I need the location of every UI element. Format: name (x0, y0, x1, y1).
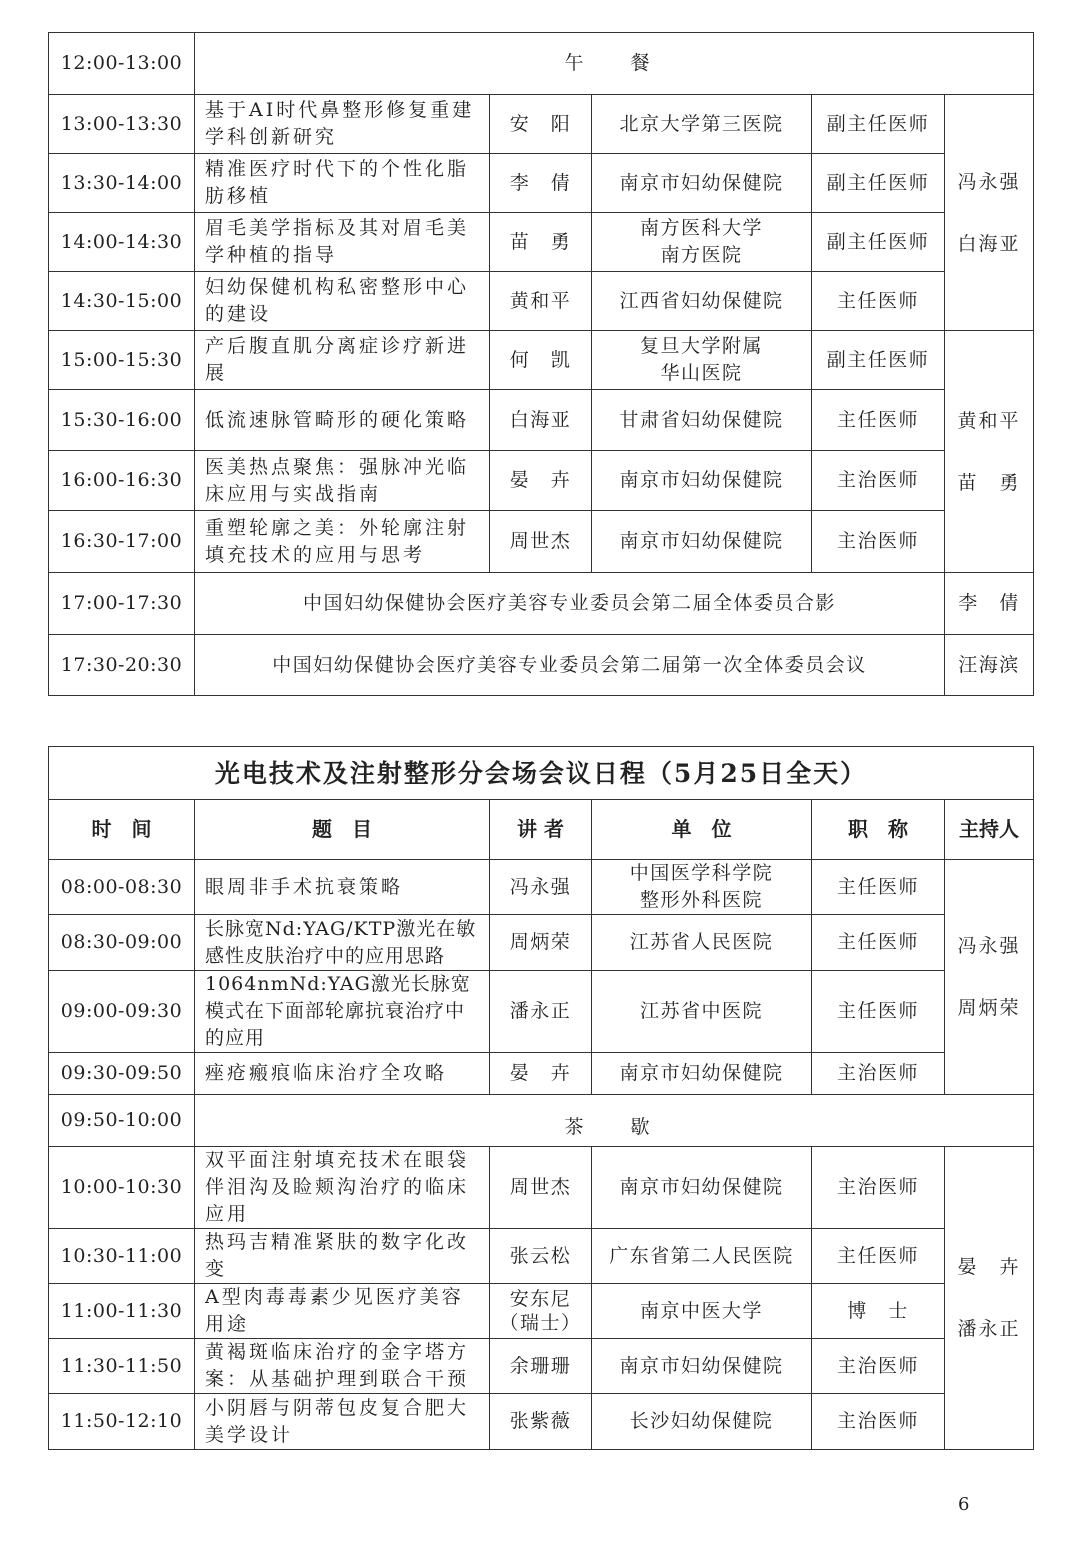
table-row (49, 272, 1034, 331)
unit-cell: 南京中医大学 (592, 1284, 812, 1339)
title-cell: 主治医师 (812, 1147, 945, 1229)
topic-cell: 产后腹直肌分离症诊疗新进展 (195, 331, 490, 390)
header-title: 职 称 (812, 800, 945, 860)
unit-cell: 江苏省中医院 (592, 971, 812, 1053)
title-cell: 主治医师 (812, 511, 945, 573)
page-number: 6 (958, 1494, 970, 1515)
time-cell: 16:00-16:30 (49, 451, 195, 511)
unit-cell: 复旦大学附属 华山医院 (592, 331, 812, 390)
unit-cell: 南京市妇幼保健院 (592, 451, 812, 511)
time-cell: 14:30-15:00 (49, 272, 195, 331)
speaker-cell: 张云松 (490, 1229, 592, 1284)
title-cell: 博 士 (812, 1284, 945, 1339)
title-cell: 主治医师 (812, 451, 945, 511)
title-cell: 副主任医师 (812, 331, 945, 390)
time-cell: 17:30-20:30 (49, 635, 195, 696)
header-time: 时 间 (49, 800, 195, 860)
table-row (49, 331, 1034, 390)
lunch-label: 午 餐 (195, 33, 1034, 95)
time-cell: 08:00-08:30 (49, 860, 195, 915)
host-name: 黄和平 (957, 409, 1021, 432)
time-cell: 16:30-17:00 (49, 511, 195, 573)
unit-cell: 南京市妇幼保健院 (592, 1339, 812, 1394)
topic-cell: 1064nmNd:YAG激光长脉宽模式在下面部轮廓抗衰治疗中的应用 (195, 971, 490, 1053)
topic-cell: 精准医疗时代下的个性化脂肪移植 (195, 154, 490, 213)
event-row (49, 635, 1034, 696)
title-cell: 主任医师 (812, 915, 945, 971)
speaker-cell: 潘永正 (490, 971, 592, 1053)
header-topic: 题 目 (195, 800, 490, 860)
unit-cell: 南京市妇幼保健院 (592, 154, 812, 213)
topic-cell: 重塑轮廓之美：外轮廓注射填充技术的应用与思考 (195, 511, 490, 573)
topic-cell: 眼周非手术抗衰策略 (195, 860, 490, 915)
host-cell: 李 倩 (945, 573, 1034, 635)
header-row (49, 800, 1034, 860)
speaker-cell: 张紫薇 (490, 1394, 592, 1450)
break-row (49, 1095, 1034, 1147)
topic-cell: 黄褐斑临床治疗的金字塔方案：从基础护理到联合干预 (195, 1339, 490, 1394)
title-cell: 副主任医师 (812, 95, 945, 154)
time-cell: 11:50-12:10 (49, 1394, 195, 1450)
table-row (49, 1053, 1034, 1095)
time-cell: 09:00-09:30 (49, 971, 195, 1053)
host-name: 冯永强 (957, 170, 1021, 193)
host-cell (945, 860, 1034, 1095)
schedule-table-afternoon (48, 32, 1034, 696)
title-cell: 主任医师 (812, 1229, 945, 1284)
title-cell: 主任医师 (812, 390, 945, 451)
table-row (49, 971, 1034, 1053)
unit-cell: 江西省妇幼保健院 (592, 272, 812, 331)
speaker-cell: 周世杰 (490, 1147, 592, 1229)
table-row (49, 860, 1034, 915)
time-cell: 09:50-10:00 (49, 1095, 195, 1147)
speaker-cell: 周世杰 (490, 511, 592, 573)
table-row (49, 1339, 1034, 1394)
title-cell: 主任医师 (812, 272, 945, 331)
header-unit: 单 位 (592, 800, 812, 860)
host-cell (945, 1147, 1034, 1450)
table-row (49, 511, 1034, 573)
time-cell: 11:30-11:50 (49, 1339, 195, 1394)
table-row (49, 390, 1034, 451)
title-cell: 主治医师 (812, 1394, 945, 1450)
speaker-cell: 苗 勇 (490, 213, 592, 272)
speaker-cell: 冯永强 (490, 860, 592, 915)
time-cell: 10:00-10:30 (49, 1147, 195, 1229)
title-cell: 主治医师 (812, 1339, 945, 1394)
host-cell (945, 331, 1034, 573)
time-cell: 09:30-09:50 (49, 1053, 195, 1095)
topic-cell: 热玛吉精准紧肤的数字化改变 (195, 1229, 490, 1284)
unit-cell: 甘肃省妇幼保健院 (592, 390, 812, 451)
title-row (49, 747, 1034, 800)
table-row (49, 1229, 1034, 1284)
speaker-cell: 安 阳 (490, 95, 592, 154)
title-cell: 主任医师 (812, 971, 945, 1053)
event-label: 中国妇幼保健协会医疗美容专业委员会第二届全体委员合影 (195, 573, 945, 635)
table-row (49, 451, 1034, 511)
event-row (49, 573, 1034, 635)
topic-cell: 长脉宽Nd:YAG/KTP激光在敏感性皮肤治疗中的应用思路 (195, 915, 490, 971)
schedule-table-photoelectric (48, 746, 1034, 1450)
time-cell: 15:30-16:00 (49, 390, 195, 451)
topic-cell: 双平面注射填充技术在眼袋伴泪沟及睑颊沟治疗的临床应用 (195, 1147, 490, 1229)
time-cell: 12:00-13:00 (49, 33, 195, 95)
lunch-row (49, 33, 1034, 95)
topic-cell: A型肉毒毒素少见医疗美容用途 (195, 1284, 490, 1339)
unit-cell: 南京市妇幼保健院 (592, 1053, 812, 1095)
host-name: 潘永正 (957, 1318, 1021, 1340)
title-cell: 主治医师 (812, 1053, 945, 1095)
table-row (49, 95, 1034, 154)
host-cell (945, 95, 1034, 331)
host-name: 晏 卉 (957, 1256, 1021, 1278)
topic-cell: 小阴唇与阴蒂包皮复合肥大美学设计 (195, 1394, 490, 1450)
schedule-title: 光电技术及注射整形分会场会议日程（5月25日全天） (49, 747, 1034, 800)
unit-cell: 南方医科大学 南方医院 (592, 213, 812, 272)
speaker-cell: 安东尼 （瑞士） (490, 1284, 592, 1339)
host-cell: 汪海滨 (945, 635, 1034, 696)
host-name: 冯永强 (957, 935, 1021, 957)
speaker-cell: 李 倩 (490, 154, 592, 213)
unit-cell: 江苏省人民医院 (592, 915, 812, 971)
table-row (49, 1147, 1034, 1229)
title-cell: 副主任医师 (812, 213, 945, 272)
time-cell: 11:00-11:30 (49, 1284, 195, 1339)
table-row (49, 213, 1034, 272)
topic-cell: 眉毛美学指标及其对眉毛美学种植的指导 (195, 213, 490, 272)
topic-cell: 医美热点聚焦：强脉冲光临床应用与实战指南 (195, 451, 490, 511)
time-cell: 17:00-17:30 (49, 573, 195, 635)
break-label: 茶 歇 (195, 1095, 1034, 1147)
time-cell: 08:30-09:00 (49, 915, 195, 971)
topic-cell: 痤疮瘢痕临床治疗全攻略 (195, 1053, 490, 1095)
title-cell: 副主任医师 (812, 154, 945, 213)
time-cell: 14:00-14:30 (49, 213, 195, 272)
time-cell: 13:00-13:30 (49, 95, 195, 154)
table-row (49, 915, 1034, 971)
host-name: 白海亚 (957, 232, 1021, 255)
unit-cell: 北京大学第三医院 (592, 95, 812, 154)
unit-cell: 南京市妇幼保健院 (592, 1147, 812, 1229)
unit-cell: 中国医学科学院 整形外科医院 (592, 860, 812, 915)
time-cell: 15:00-15:30 (49, 331, 195, 390)
unit-cell: 广东省第二人民医院 (592, 1229, 812, 1284)
speaker-cell: 何 凯 (490, 331, 592, 390)
speaker-cell: 余珊珊 (490, 1339, 592, 1394)
topic-cell: 低流速脉管畸形的硬化策略 (195, 390, 490, 451)
topic-cell: 妇幼保健机构私密整形中心的建设 (195, 272, 490, 331)
topic-cell: 基于AI时代鼻整形修复重建学科创新研究 (195, 95, 490, 154)
unit-cell: 南京市妇幼保健院 (592, 511, 812, 573)
event-label: 中国妇幼保健协会医疗美容专业委员会第二届第一次全体委员会议 (195, 635, 945, 696)
table-row (49, 1394, 1034, 1450)
table-row (49, 154, 1034, 213)
time-cell: 10:30-11:00 (49, 1229, 195, 1284)
time-cell: 13:30-14:00 (49, 154, 195, 213)
speaker-cell: 周炳荣 (490, 915, 592, 971)
header-speaker: 讲 者 (490, 800, 592, 860)
host-name: 苗 勇 (957, 471, 1021, 494)
speaker-cell: 晏 卉 (490, 451, 592, 511)
speaker-cell: 白海亚 (490, 390, 592, 451)
title-cell: 主任医师 (812, 860, 945, 915)
header-host: 主持人 (945, 800, 1034, 860)
speaker-cell: 晏 卉 (490, 1053, 592, 1095)
unit-cell: 长沙妇幼保健院 (592, 1394, 812, 1450)
host-name: 周炳荣 (957, 997, 1021, 1019)
table-row (49, 1284, 1034, 1339)
speaker-cell: 黄和平 (490, 272, 592, 331)
